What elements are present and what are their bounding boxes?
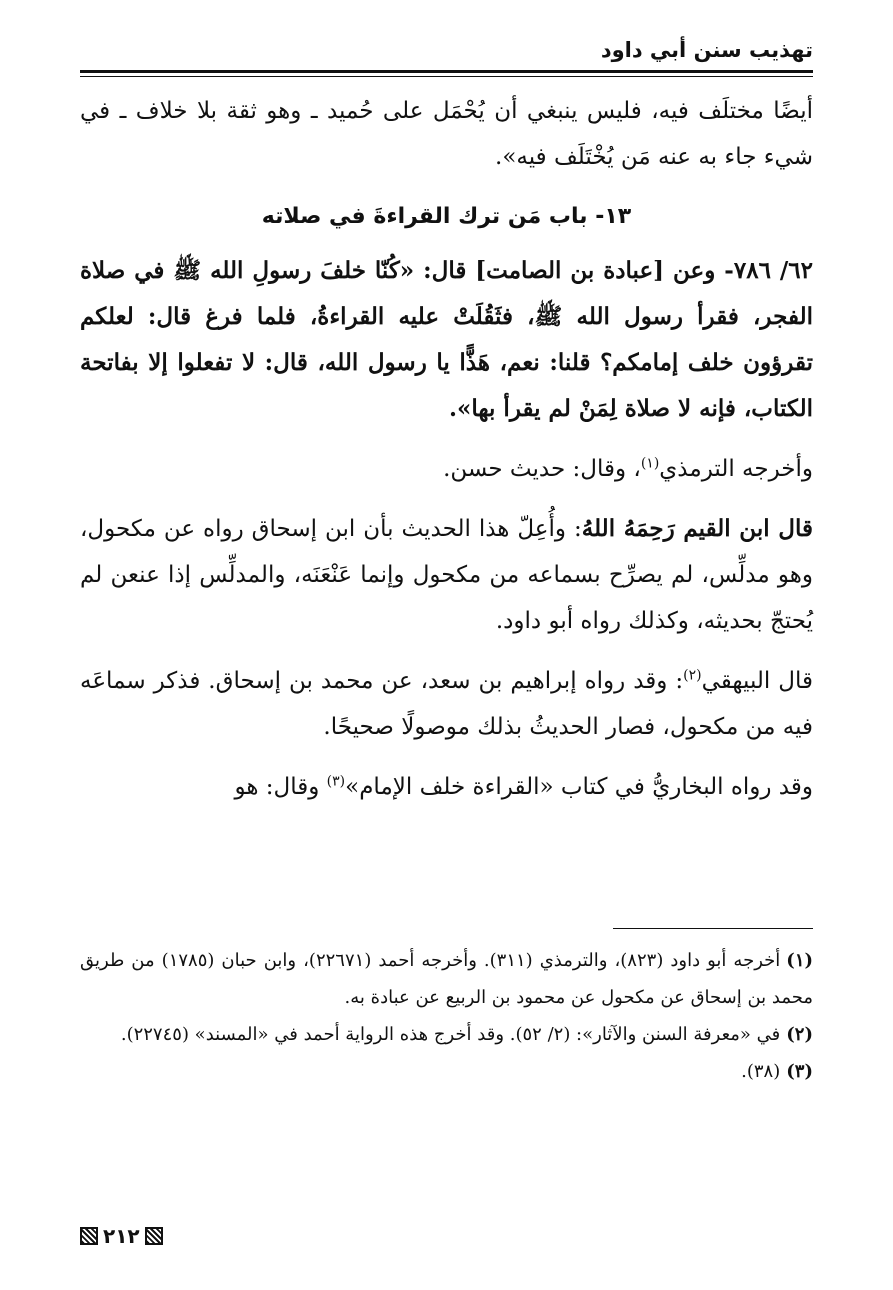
footnote-number: (١) [786, 950, 814, 971]
paragraph-continuation: أيضًا مختلَف فيه، فليس ينبغي أن يُحْمَل على حُميد ـ وهو ثقة بلا خلاف ـ في شيء جاء به عنه مَن يُخْتَلَف فيه». [80, 98, 813, 170]
footnote-text: أخرجه أبو داود (٨٢٣)، والترمذي (٣١١). وأخرجه أحمد (٢٢٦٧١)، وابن حبان (١٧٨٥) من طريق محمد بن إسحاق عن مكحول عن محمود بن الربيع عن عبادة به. [80, 950, 813, 1008]
text: : وأُعِلّ هذا الحديث بأن ابن إسحاق رواه عن مكحول، وهو مدلِّس، لم يصرِّح بسماعه من مكحول وإنما عَنْعَنَه، والمدلِّس إذا عنعن لم يُحتجّ بحديثه، وكذلك رواه أبو داود. [80, 516, 813, 634]
page-number-text: ٢١٢ [103, 1224, 140, 1248]
header-rule-thin [80, 76, 813, 77]
hadith-text: ٦٢/ ٧٨٦- وعن [عبادة بن الصامت] قال: «كُنّا خلفَ رسولِ الله ﷺ في صلاة الفجر، فقرأ رسول الله ﷺ، فثَقُلَتْ عليه القراءةُ، فلما فرغ قال: لعلكم تقرؤون خلف إمامكم؟ قلنا: نعم، هَذًّا يا رسول الله، قال: لا تفعلوا إلا بفاتحة الكتاب، فإنه لا صلاة لِمَنْ لم يقرأ بها». [80, 257, 813, 422]
ornament-icon [80, 1227, 98, 1245]
footnote-ref-2[interactable]: (٢) [683, 667, 702, 684]
footnote-number: (٢) [786, 1024, 813, 1045]
footnote-number: (٣) [786, 1061, 813, 1082]
paragraph-bayhaqi [80, 658, 813, 750]
footnote-1 [80, 942, 813, 1016]
footnotes [80, 942, 813, 1090]
footnote-2 [80, 1016, 813, 1053]
header-rule [80, 70, 813, 73]
footnote-text: (٣٨). [741, 1061, 781, 1082]
text: وقد رواه البخاريُّ في كتاب «القراءة خلف الإمام» [345, 774, 813, 800]
chapter-title: ١٣- باب مَن ترك القراءةَ في صلاته [261, 204, 632, 229]
running-header: تهذيب سنن أبي داود [600, 38, 813, 62]
footnote-text: في «معرفة السنن والآثار»: (٢/ ٥٢). وقد أخرج هذه الرواية أحمد في «المسند» (٢٢٧٤٥). [120, 1024, 781, 1045]
paragraph-tirmidhi [80, 446, 813, 492]
text: وأخرجه الترمذي [659, 456, 813, 482]
paragraph-ibn-qayyim [80, 506, 813, 644]
ornament-icon [145, 1227, 163, 1245]
speaker-label: قال ابن القيم رَحِمَهُ اللهُ [581, 515, 813, 542]
footnote-ref-3[interactable]: (٣) [326, 773, 346, 790]
paragraph-bukhari [80, 764, 813, 810]
footnote-ref-1[interactable]: (١) [640, 455, 660, 472]
page-number [80, 1224, 163, 1248]
main-text [80, 88, 813, 810]
footnote-3 [80, 1053, 813, 1090]
text: قال البيهقي [701, 668, 813, 694]
text: وقال: هو [234, 774, 327, 800]
text: ، وقال: حديث حسن. [443, 456, 641, 482]
footnote-separator [613, 928, 813, 929]
text: : وقد رواه إبراهيم بن سعد، عن محمد بن إسحاق. فذكر سماعَه فيه من مكحول، فصار الحديثُ بذلك موصولًا صحيحًا. [80, 668, 813, 740]
